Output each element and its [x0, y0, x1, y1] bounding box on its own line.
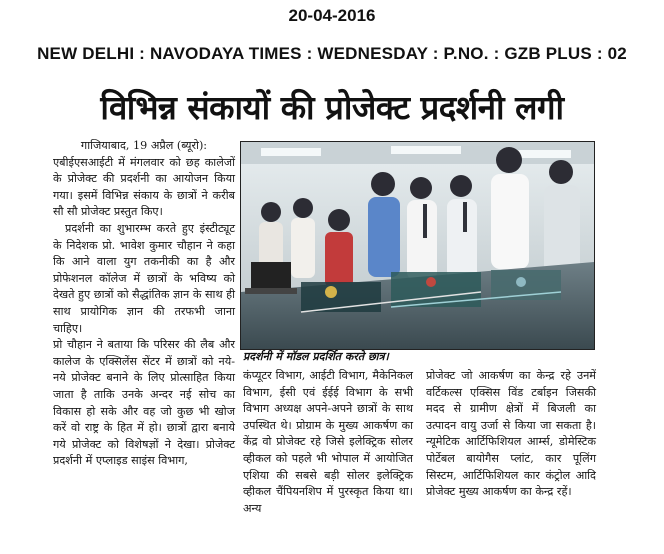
photo-illustration	[241, 142, 594, 349]
article-column-3	[426, 368, 596, 501]
column-2-text: कंप्यूटर विभाग, आईटी विभाग, मैकेनिकल विभाग, ईसी एवं ईईई विभाग के सभी विभाग अध्यक्ष अपने-अपने छात्रों के साथ उपस्थित थे। प्रोग्राम के मुख्य आकर्षण का केंद्र वो प्रोजेक्ट रहे जिसे इलेक्ट्रिक सोलर व्हीकल को पहले भी भोपाल में आयोजित एशिया की सबसे बड़ी सोलर इलेक्ट्रिक व्हीकल चैंपियनशिप में पुरस्कृत किया था। अन्य	[243, 369, 413, 515]
article-column-2	[243, 368, 413, 517]
paragraph-2: प्रदर्शनी का शुभारम्भ करते हुए इंस्टीट्यूट के निदेशक प्रो. भावेश कुमार चौहान ने कहा कि आने वाला युग तकनीकी का है और प्रोफेशनल कॉलेज में छात्रों के भविष्य को देखते हुए छात्रों को सैद्धांतिक ज्ञान के साथ ही साथ प्रायोगिक ज्ञान की तरफभी जाना चाहिए।	[53, 221, 235, 335]
page-date: 20-04-2016	[288, 6, 376, 25]
masthead: NEW DELHI : NAVODAYA TIMES : WEDNESDAY : P.NO. : GZB PLUS : 02	[37, 44, 627, 63]
photo-caption: प्रदर्शनी में मॉडल प्रदर्शित करते छात्र।	[243, 350, 389, 363]
paragraph-1: एबीईएसआईटी में मंगलवार को छह कालेजों के प्रोजेक्ट की प्रदर्शनी का आयोजन किया गया। इसमें विभिन्न संकाय के छात्रों ने करीब सौ सौ प्रोजेक्ट प्रस्तुत किए।	[53, 155, 235, 219]
students-viewing-project-photo	[240, 141, 595, 350]
dateline: गाजियाबाद, 19 अप्रैल (ब्यूरो):	[80, 139, 208, 152]
paragraph-3: प्रो चौहान ने बताया कि परिसर की लैब और कालेज के एक्सिलेंस सेंटर में छात्रों को नये-नये प्रोजेक्ट बनाने के लिए प्रोत्साहित किया जाता है ताकि उनके अन्दर नई सोच का विकास हो सके और वह जो कुछ भी खोज करें वो राष्ट्र के हित में हो। छात्रों द्वारा बनाये गये प्रोजेक्ट को विशेषज्ञों ने देखा। प्रोजेक्ट प्रदर्शनी में एप्लाइड साइंस विभाग,	[53, 338, 235, 468]
column-3-text: प्रोजेक्ट जो आकर्षण का केन्द्र रहे उनमें वर्टिकल्स एक्सिस विंड टर्बाइन जिसकी मदद से ग्रामीण क्षेत्रों में बिजली का उत्पादन वायु उर्जा से किया जा सकता है। न्यूमेटिक आर्टिफिशियल आर्म्स, डोमेस्टिक पोर्टेबल बायोगैस प्लांट, कार पूलिंग सिस्टम, आर्टिफिशियल कार कंट्रोल आदि प्रोजेक्ट मुख्य आकर्षण का केन्द्र रहें।	[426, 369, 596, 499]
article-column-1	[53, 138, 235, 470]
headline: विभिन्न संकायों की प्रोजेक्ट प्रदर्शनी लगी	[100, 88, 564, 127]
